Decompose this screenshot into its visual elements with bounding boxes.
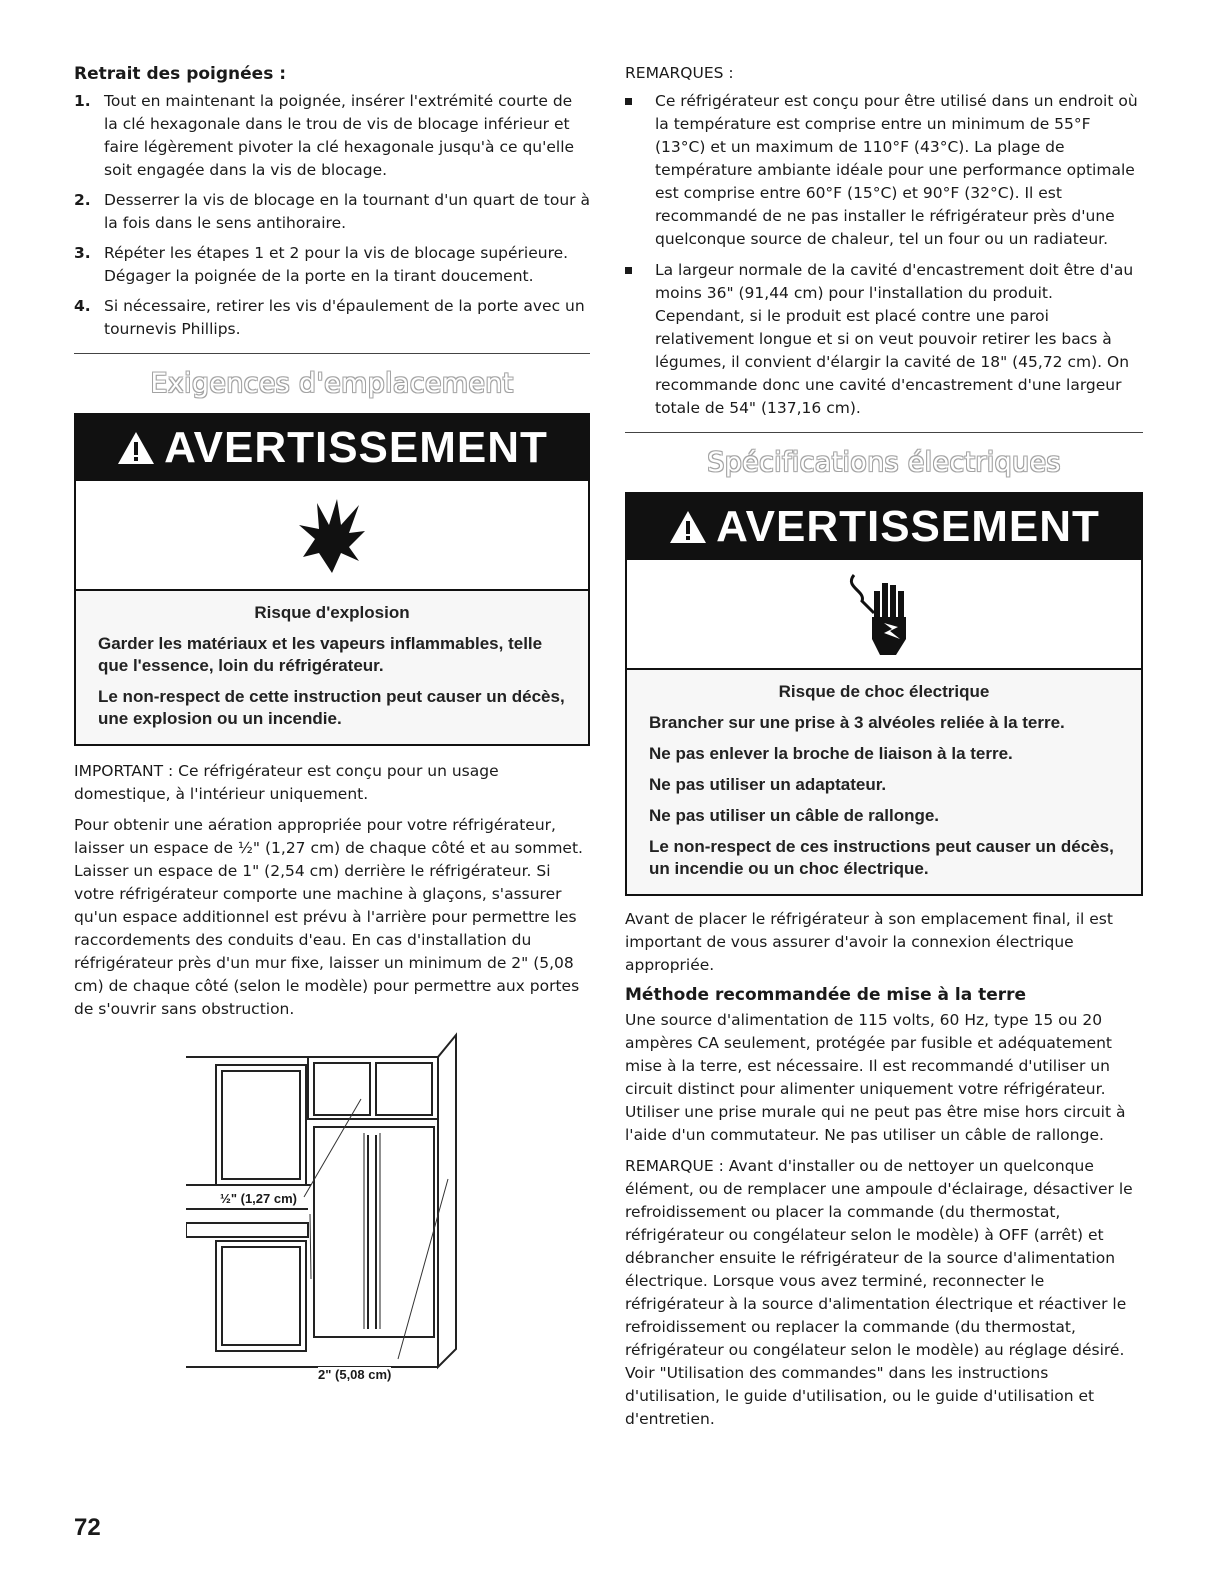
- warning-header: AVERTISSEMENT: [76, 415, 588, 481]
- risk-title: Risque d'explosion: [254, 603, 410, 622]
- electrical-warning-box: [625, 492, 1143, 896]
- right-column: [625, 64, 1143, 1439]
- warning-triangle-icon: [668, 509, 708, 545]
- warning-line: Ne pas enlever la broche de liaison à la terre.: [649, 744, 1013, 763]
- half-inch-clearance-label: ½" (1,27 cm): [220, 1191, 297, 1206]
- warning-line: Brancher sur une prise à 3 alvéoles reliée à la terre.: [649, 713, 1065, 732]
- left-column: [74, 64, 590, 1382]
- electric-shock-icon: [627, 560, 1141, 670]
- clearance-diagram: [186, 1029, 476, 1382]
- two-inch-clearance-label: 2" (5,08 cm): [318, 1367, 392, 1382]
- warning-header: AVERTISSEMENT: [627, 494, 1141, 560]
- explosion-warning-box: [74, 413, 590, 746]
- step-item: 1. Tout en maintenant la poignée, insérer l'extrémité courte de la clé hexagonale dans le trou de vis de blocage inférieur et faire légèrement pivoter la clé hexagonale jusqu'à ce qu'elle soit engagée dans la vis de blocage.: [74, 92, 575, 179]
- removal-steps: [74, 90, 590, 341]
- page-number: 72: [74, 1514, 101, 1541]
- grounding-method-title: Méthode recommandée de mise à la terre: [625, 985, 1027, 1005]
- note-item: Ce réfrigérateur est conçu pour être utilisé dans un endroit où la température est comprise entre un minimum de 55°F (13°C) et un maximum de 110°F (43°C). La plage de température ambiante idéale pour une performance optimale est comprise entre 60°F (15°C) et 90°F (32°C). Il est recommandé de ne pas installer le réfrigérateur près d'une quelconque source de chaleur, tel un four ou un radiateur.: [625, 90, 1143, 251]
- warning-line: Ne pas utiliser un câble de rallonge.: [649, 806, 940, 825]
- grounding-text: Une source d'alimentation de 115 volts, 60 Hz, type 15 ou 20 ampères CA seulement, protégée par fusible et adéquatement mise à la terre, est nécessaire. Il est recommandé d'utiliser un circuit distinct pour alimenter uniquement votre réfrigérateur. Utiliser une prise murale qui ne peut pas être mise hors circuit à l'aide d'un commutateur. Ne pas utiliser un câble de rallonge.: [625, 1011, 1126, 1144]
- before-placement-text: Avant de placer le réfrigérateur à son emplacement final, il est important de vous assurer d'avoir la connexion électrique appropriée.: [625, 910, 1113, 974]
- explosion-icon: [76, 481, 588, 591]
- handle-removal-title: Retrait des poignées :: [74, 64, 287, 84]
- warning-line: Garder les matériaux et les vapeurs inflammables, telle que l'essence, loin du réfrigérateur.: [98, 634, 543, 675]
- warning-line: Ne pas utiliser un adaptateur.: [649, 775, 887, 794]
- note-item: La largeur normale de la cavité d'encastrement doit être d'au moins 36" (91,44 cm) pour l'installation du produit. Cependant, si le produit est placé contre une paroi relativement longue et si on veut pouvoir retirer les bacs à légumes, il convient d'élargir la cavité de 18" (45,72 cm). On recommande donc une cavité d'encastrement d'une largeur totale de 54" (137,16 cm).: [625, 259, 1143, 420]
- ventilation-text: Pour obtenir une aération appropriée pour votre réfrigérateur, laisser un espace de ½" (1,27 cm) de chaque côté et au sommet. Laisser un espace de 1" (2,54 cm) derrière le réfrigérateur. Si votre réfrigérateur comporte une machine à glaçons, s'assurer qu'un espace additionnel est prévu à l'arrière pour permettre les raccordements des conduits d'eau. En cas d'installation du réfrigérateur près d'un mur fixe, laisser un minimum de 2" (5,08 cm) de chaque côté (selon le modèle) pour permettre aux portes de s'ouvrir sans obstruction.: [74, 816, 583, 1018]
- step-item: 2. Desserrer la vis de blocage en la tournant d'un quart de tour à la fois dans le sens antihoraire.: [74, 191, 590, 232]
- remark-text: REMARQUE : Avant d'installer ou de nettoyer un quelconque élément, ou de remplacer une ampoule d'éclairage, désactiver le refroidissement ou placer la commande (du thermostat, réfrigérateur ou congélateur selon le modèle) à OFF (arrêt) et débrancher ensuite le réfrigérateur de la source d'alimentation électrique. Lorsque vous avez terminé, reconnecter le réfrigérateur à la source d'alimentation électrique et réactiver le refroidissement ou replacer la commande (du thermostat, réfrigérateur ou congélateur selon le modèle) au réglage désiré. Voir "Utilisation des commandes" dans les instructions d'utilisation, le guide d'utilisation, ou le guide d'utilisation et d'entretien.: [625, 1157, 1133, 1428]
- electrical-requirements-heading: Spécifications électriques: [707, 447, 1061, 478]
- location-requirements-heading: Exigences d'emplacement: [150, 368, 514, 399]
- divider: [625, 432, 1143, 433]
- notes-list: [625, 90, 1143, 420]
- step-item: 4. Si nécessaire, retirer les vis d'épaulement de la porte avec un tournevis Phillips.: [74, 297, 585, 338]
- warning-line: Le non-respect de ces instructions peut causer un décès, un incendie ou un choc électrique.: [649, 837, 1114, 878]
- divider: [74, 353, 590, 354]
- risk-title: Risque de choc électrique: [778, 682, 990, 701]
- warning-line: Le non-respect de cette instruction peut causer un décès, une explosion ou un incendie.: [98, 687, 565, 728]
- important-note: IMPORTANT : Ce réfrigérateur est conçu pour un usage domestique, à l'intérieur uniquement.: [74, 762, 499, 803]
- notes-title: REMARQUES :: [625, 64, 734, 82]
- step-item: 3. Répéter les étapes 1 et 2 pour la vis de blocage supérieure. Dégager la poignée de la porte en la tirant doucement.: [74, 244, 569, 285]
- warning-triangle-icon: [116, 430, 156, 466]
